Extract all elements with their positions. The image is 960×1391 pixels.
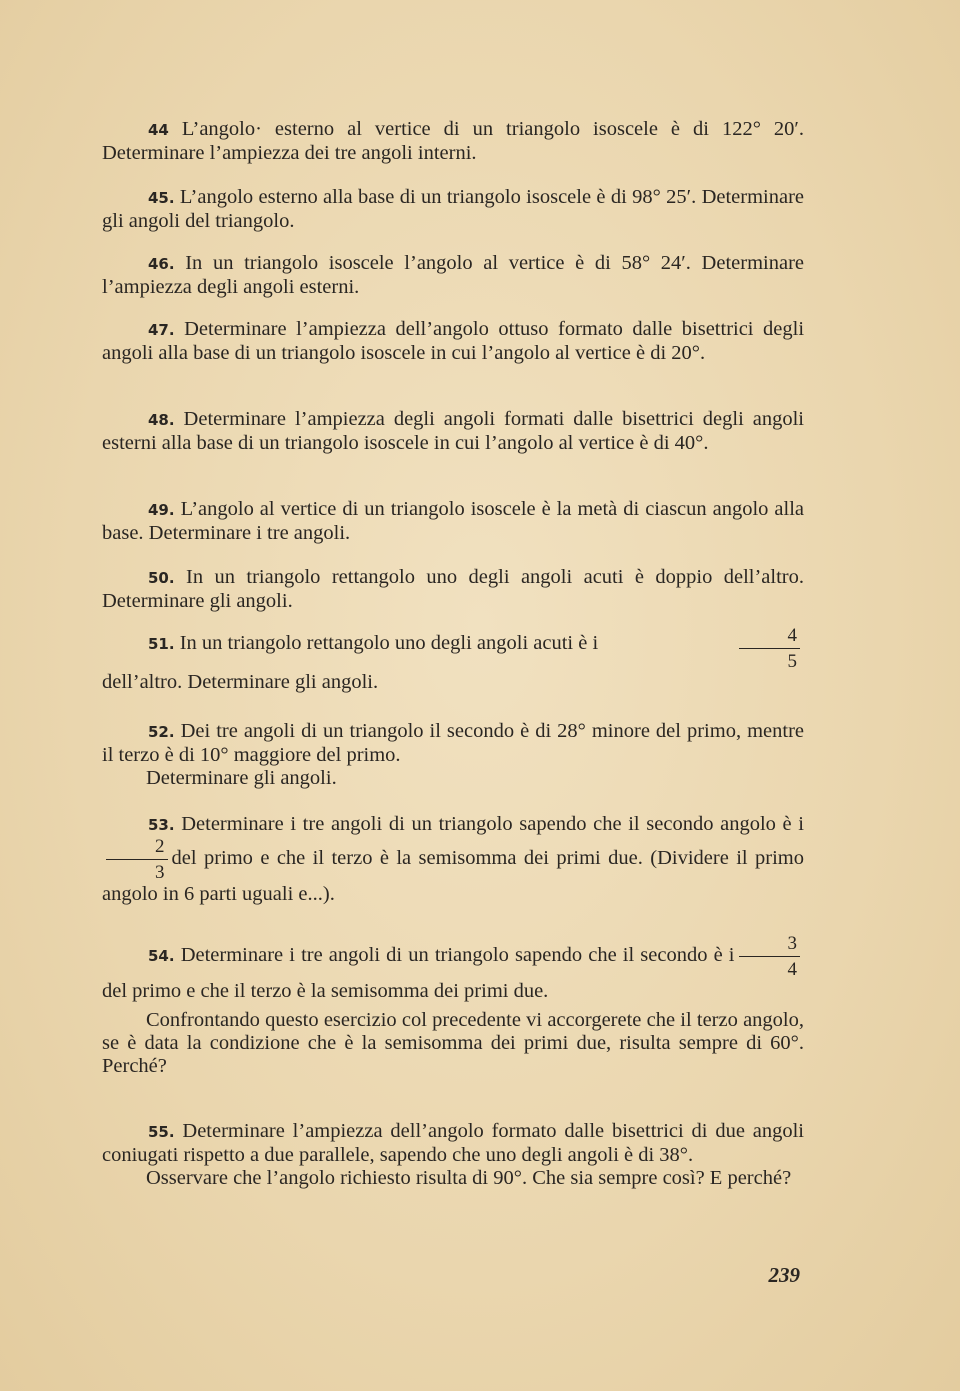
exercise-text: Dei tre angoli di un triangolo il secondo è di 28° minore del primo, mentre il terzo è di 10° maggiore del primo. [102, 720, 804, 766]
exercise-text: Determinare i tre angoli di un triangolo sapendo che il secondo è i [180, 944, 735, 967]
exercise-number: 51. [148, 635, 175, 653]
exercise-51 [102, 625, 804, 694]
exercise-number: 49. [148, 501, 175, 519]
exercise-53 [102, 812, 804, 914]
exercise-number: 46. [148, 255, 175, 273]
exercise-number: 47. [148, 321, 175, 339]
exercise-number: 53. [148, 816, 175, 834]
fraction-denominator: 5 [787, 651, 797, 672]
fraction-numerator: 2 [106, 837, 168, 860]
exercise-44 [102, 118, 804, 165]
exercise-text: Determinare l’ampiezza degli angoli formati dalle bisettrici degli angoli esterni alla base di un triangolo isoscele in cui l’angolo al vertice è di 40°. [102, 408, 804, 454]
fraction-numerator: 3 [739, 934, 801, 957]
exercise-number: 55. [148, 1123, 175, 1141]
exercise-55 [102, 1120, 804, 1190]
fraction-denominator: 4 [787, 959, 797, 980]
exercise-text: L’angolo al vertice di un triangolo isoscele è la metà di ciascun angolo alla base. Determinare i tre angoli. [102, 498, 805, 544]
exercise-54 [102, 934, 804, 1078]
exercise-text: L’angolo esterno alla base di un triangolo isoscele è di 98° 25′. Determinare gli angoli del triangolo. [102, 186, 805, 232]
exercise-number: 54. [148, 947, 175, 966]
fraction [739, 934, 801, 979]
exercise-number: 45. [148, 189, 175, 207]
exercise-text: Determinare i tre angoli di un triangolo sapendo che il secondo angolo è i [181, 813, 804, 835]
exercise-text-continued: del primo e che il terzo è la semisomma dei primi due. (Dividere il primo angolo in 6 parti uguali e...). [102, 847, 804, 905]
exercise-text-continued: del primo e che il terzo è la semisomma dei primi due. [102, 980, 549, 1002]
exercise-text: In un triangolo isoscele l’angolo al vertice è di 58° 24′. Determinare l’ampiezza degli angoli esterni. [102, 252, 805, 298]
exercise-46 [102, 252, 804, 299]
exercise-text: Determinare l’ampiezza dell’angolo formato dalle bisettrici di due angoli coniugati rispetto a due parallele, sapendo che uno degli angoli è di 38°. [102, 1120, 804, 1166]
exercise-number: 44 [148, 121, 169, 139]
exercise-45 [102, 186, 804, 233]
exercise-note: Osservare che l’angolo richiesto risulta di 90°. Che sia sempre così? E perché? [146, 1167, 792, 1189]
exercise-note: Determinare gli angoli. [146, 767, 337, 789]
exercise-text: In un triangolo rettangolo uno degli angoli acuti è i [179, 632, 599, 654]
exercise-number: 50. [148, 569, 175, 587]
exercise-47 [102, 318, 804, 365]
fraction-numerator: 4 [739, 626, 801, 649]
exercise-49 [102, 498, 804, 545]
exercise-text: L’angolo· esterno al vertice di un triangolo isoscele è di 122° 20′. Determinare l’ampiezza dei tre angoli interni. [102, 118, 804, 164]
exercise-52 [102, 720, 804, 790]
fraction [739, 626, 801, 671]
exercise-text: In un triangolo rettangolo uno degli angoli acuti è doppio dell’altro. Determinare gli angoli. [102, 566, 804, 612]
exercise-48 [102, 408, 804, 455]
fraction [106, 837, 168, 882]
exercise-number: 48. [148, 411, 175, 429]
exercise-text-continued: dell’altro. Determinare gli angoli. [102, 671, 379, 693]
exercise-text: Determinare l’ampiezza dell’angolo ottuso formato dalle bisettrici degli angoli alla base di un triangolo isoscele in cui l’angolo al vertice è di 20°. [102, 318, 805, 364]
exercise-number: 52. [148, 723, 175, 741]
fraction-denominator: 3 [155, 862, 165, 883]
exercise-50 [102, 566, 804, 613]
page-number: 239 [768, 1263, 800, 1287]
exercise-note: Confrontando questo esercizio col precedente vi accorgerete che il terzo angolo, se è data la condizione che è la semisomma dei primi due, risulta sempre di 60°. Perché? [102, 1009, 804, 1077]
